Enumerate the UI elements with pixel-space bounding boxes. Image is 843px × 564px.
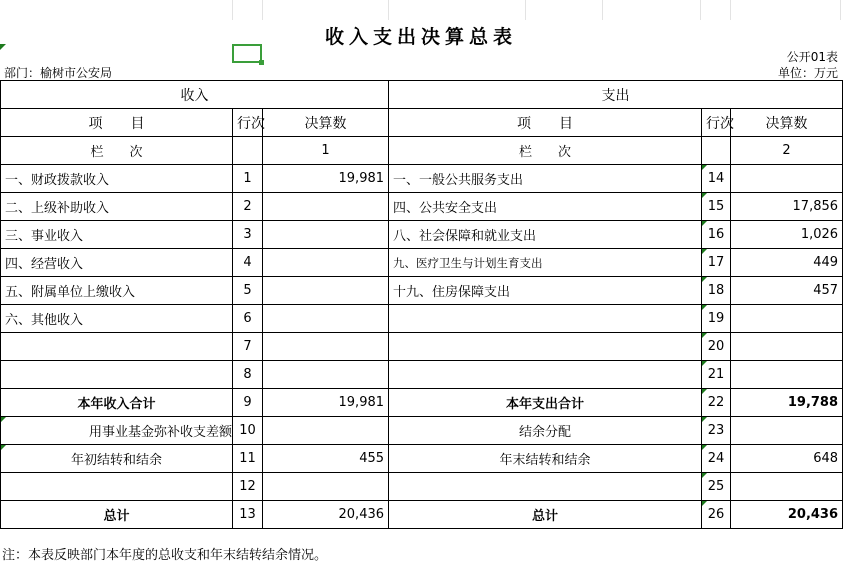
- blank-expense-label[interactable]: [389, 473, 702, 501]
- form-code: 公开01表: [786, 50, 838, 64]
- expense-item-header[interactable]: 项 目: [389, 109, 702, 137]
- income-item-header[interactable]: 项 目: [1, 109, 233, 137]
- income-column-blank[interactable]: [233, 137, 263, 165]
- table-row: [1, 361, 843, 389]
- table-row: [1, 193, 843, 221]
- closing-carryover-row-no[interactable]: 24: [702, 445, 731, 473]
- expense-rowno-header[interactable]: 行次: [702, 109, 731, 137]
- table-row: [1, 221, 843, 249]
- opening-carryover-value[interactable]: 455: [263, 445, 389, 473]
- income-row-no[interactable]: 4: [233, 249, 263, 277]
- table-row: [1, 249, 843, 277]
- expense-row-no[interactable]: 21: [702, 361, 731, 389]
- closing-carryover-label[interactable]: 年末结转和结余: [389, 445, 702, 473]
- expense-row-no[interactable]: 15: [702, 193, 731, 221]
- fund-offset-label[interactable]: 用事业基金弥补收支差额: [1, 417, 233, 445]
- income-value[interactable]: [263, 277, 389, 305]
- expense-value[interactable]: 457: [731, 277, 843, 305]
- expense-value[interactable]: [731, 333, 843, 361]
- grand-total-row: [1, 501, 843, 529]
- blank-income-row-no[interactable]: 12: [233, 473, 263, 501]
- fund-row: [1, 417, 843, 445]
- opening-carryover-label[interactable]: 年初结转和结余: [1, 445, 233, 473]
- expense-label[interactable]: [389, 361, 702, 389]
- income-total-value[interactable]: 19,981: [263, 389, 389, 417]
- income-row-no[interactable]: 3: [233, 221, 263, 249]
- expense-row-no[interactable]: 18: [702, 277, 731, 305]
- expense-grand-total-row-no[interactable]: 26: [702, 501, 731, 529]
- expense-row-no[interactable]: 14: [702, 165, 731, 193]
- income-grand-total-row-no[interactable]: 13: [233, 501, 263, 529]
- expense-total-row-no[interactable]: 22: [702, 389, 731, 417]
- blank-income-value[interactable]: [263, 473, 389, 501]
- expense-label[interactable]: 一、一般公共服务支出: [389, 165, 702, 193]
- spreadsheet-gridlines: [0, 0, 842, 20]
- annual-total-row: [1, 389, 843, 417]
- income-amount-header[interactable]: 决算数: [263, 109, 389, 137]
- expense-total-label[interactable]: 本年支出合计: [389, 389, 702, 417]
- expense-row-no[interactable]: 16: [702, 221, 731, 249]
- income-label[interactable]: 五、附属单位上缴收入: [1, 277, 233, 305]
- department-label: 部门：榆树市公安局: [4, 66, 113, 80]
- expense-grand-total-value[interactable]: 20,436: [731, 501, 843, 529]
- unit-label: 单位：万元: [777, 66, 838, 80]
- income-row-no[interactable]: 1: [233, 165, 263, 193]
- income-header[interactable]: 收入: [1, 81, 389, 109]
- income-value[interactable]: [263, 249, 389, 277]
- surplus-distribution-label[interactable]: 结余分配: [389, 417, 702, 445]
- surplus-distribution-value[interactable]: [731, 417, 843, 445]
- income-column-label[interactable]: 栏 次: [1, 137, 233, 165]
- expense-label[interactable]: 四、公共安全支出: [389, 193, 702, 221]
- expense-label[interactable]: 八、社会保障和就业支出: [389, 221, 702, 249]
- expense-value[interactable]: [731, 165, 843, 193]
- expense-label[interactable]: 九、医疗卫生与计划生育支出: [389, 249, 702, 277]
- expense-label[interactable]: [389, 333, 702, 361]
- expense-amount-header[interactable]: 决算数: [731, 109, 843, 137]
- expense-value[interactable]: 1,026: [731, 221, 843, 249]
- income-value[interactable]: [263, 221, 389, 249]
- income-row-no[interactable]: 5: [233, 277, 263, 305]
- column-header-row: [1, 109, 843, 137]
- income-row-no[interactable]: 7: [233, 333, 263, 361]
- income-value[interactable]: [263, 361, 389, 389]
- blank-row: [1, 473, 843, 501]
- income-grand-total-value[interactable]: 20,436: [263, 501, 389, 529]
- expense-total-value[interactable]: 19,788: [731, 389, 843, 417]
- expense-value[interactable]: 17,856: [731, 193, 843, 221]
- income-label[interactable]: 三、事业收入: [1, 221, 233, 249]
- expense-column-number[interactable]: 2: [731, 137, 843, 165]
- summary-table: [0, 80, 843, 529]
- income-value[interactable]: [263, 193, 389, 221]
- cell-comment-marker: [0, 44, 6, 50]
- income-label[interactable]: 四、经营收入: [1, 249, 233, 277]
- closing-carryover-value[interactable]: 648: [731, 445, 843, 473]
- income-label[interactable]: 二、上级补助收入: [1, 193, 233, 221]
- fund-row-no[interactable]: 10: [233, 417, 263, 445]
- blank-expense-value[interactable]: [731, 473, 843, 501]
- expense-value[interactable]: 449: [731, 249, 843, 277]
- expense-row-no[interactable]: 17: [702, 249, 731, 277]
- section-header-row: [1, 81, 843, 109]
- income-rowno-header[interactable]: 行次: [233, 109, 263, 137]
- income-row-no[interactable]: 6: [233, 305, 263, 333]
- income-value[interactable]: [263, 305, 389, 333]
- income-grand-total-label[interactable]: 总计: [1, 501, 233, 529]
- income-label[interactable]: [1, 333, 233, 361]
- expense-header[interactable]: 支出: [389, 81, 843, 109]
- income-total-label[interactable]: 本年收入合计: [1, 389, 233, 417]
- income-row-no[interactable]: 8: [233, 361, 263, 389]
- footnote: 注：本表反映部门本年度的总收支和年末结转结余情况。: [2, 548, 328, 563]
- expense-column-blank[interactable]: [702, 137, 731, 165]
- expense-grand-total-label[interactable]: 总计: [389, 501, 702, 529]
- expense-value[interactable]: [731, 361, 843, 389]
- expense-column-label[interactable]: 栏 次: [389, 137, 702, 165]
- surplus-distribution-row-no[interactable]: 23: [702, 417, 731, 445]
- selected-cell[interactable]: [232, 44, 262, 63]
- expense-row-no[interactable]: 20: [702, 333, 731, 361]
- table-row: [1, 165, 843, 193]
- opening-carryover-row-no[interactable]: 11: [233, 445, 263, 473]
- fund-value[interactable]: [263, 417, 389, 445]
- table-row: [1, 277, 843, 305]
- expense-row-no[interactable]: 19: [702, 305, 731, 333]
- carryover-row: [1, 445, 843, 473]
- expense-value[interactable]: [731, 305, 843, 333]
- income-label[interactable]: 一、财政拨款收入: [1, 165, 233, 193]
- income-label[interactable]: [1, 361, 233, 389]
- table-row: [1, 305, 843, 333]
- column-index-row: [1, 137, 843, 165]
- income-label[interactable]: 六、其他收入: [1, 305, 233, 333]
- income-value[interactable]: 19,981: [263, 165, 389, 193]
- blank-expense-row-no[interactable]: 25: [702, 473, 731, 501]
- income-value[interactable]: [263, 333, 389, 361]
- expense-label[interactable]: [389, 305, 702, 333]
- income-row-no[interactable]: 2: [233, 193, 263, 221]
- report-title: 收入支出决算总表: [324, 26, 517, 48]
- blank-label[interactable]: [1, 473, 233, 501]
- expense-label[interactable]: 十九、住房保障支出: [389, 277, 702, 305]
- income-total-row-no[interactable]: 9: [233, 389, 263, 417]
- income-column-number[interactable]: 1: [263, 137, 389, 165]
- table-row: [1, 333, 843, 361]
